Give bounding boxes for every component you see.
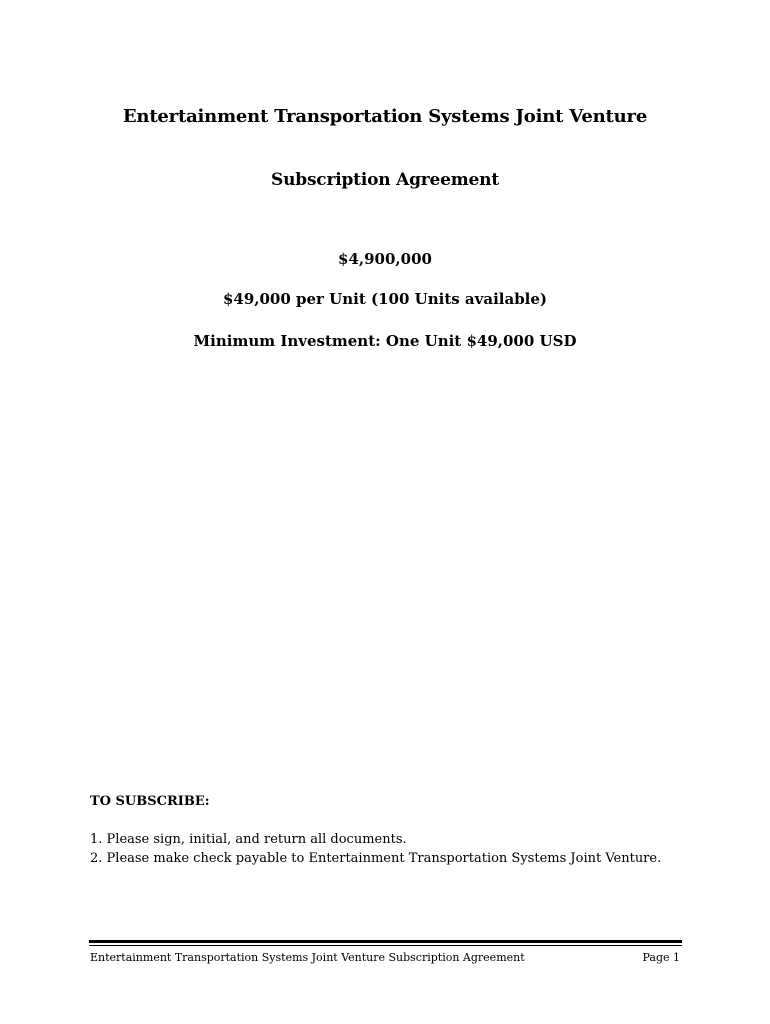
instruction-step: 2. Please make check payable to Entertainment Transportation Systems Joint Venture. — [90, 851, 662, 866]
footer-page-number: Page 1 — [642, 951, 680, 964]
subscribe-heading: TO SUBSCRIBE: — [90, 794, 210, 809]
minimum-investment-line: Minimum Investment: One Unit $49,000 USD — [193, 332, 577, 350]
instruction-step: 1. Please sign, initial, and return all documents. — [90, 832, 407, 847]
document-subtitle: Subscription Agreement — [271, 170, 499, 190]
unit-price-line: $49,000 per Unit (100 Units available) — [222, 290, 548, 308]
footer-document-title: Entertainment Transportation Systems Joint Venture Subscription Agreement — [90, 951, 525, 964]
footer-divider-thin — [89, 945, 682, 946]
offering-amount: $4,900,000 — [338, 250, 432, 268]
subscribe-instructions — [90, 830, 690, 868]
document-title: Entertainment Transportation Systems Joint Venture — [122, 106, 648, 127]
footer-divider-thick — [89, 940, 682, 943]
